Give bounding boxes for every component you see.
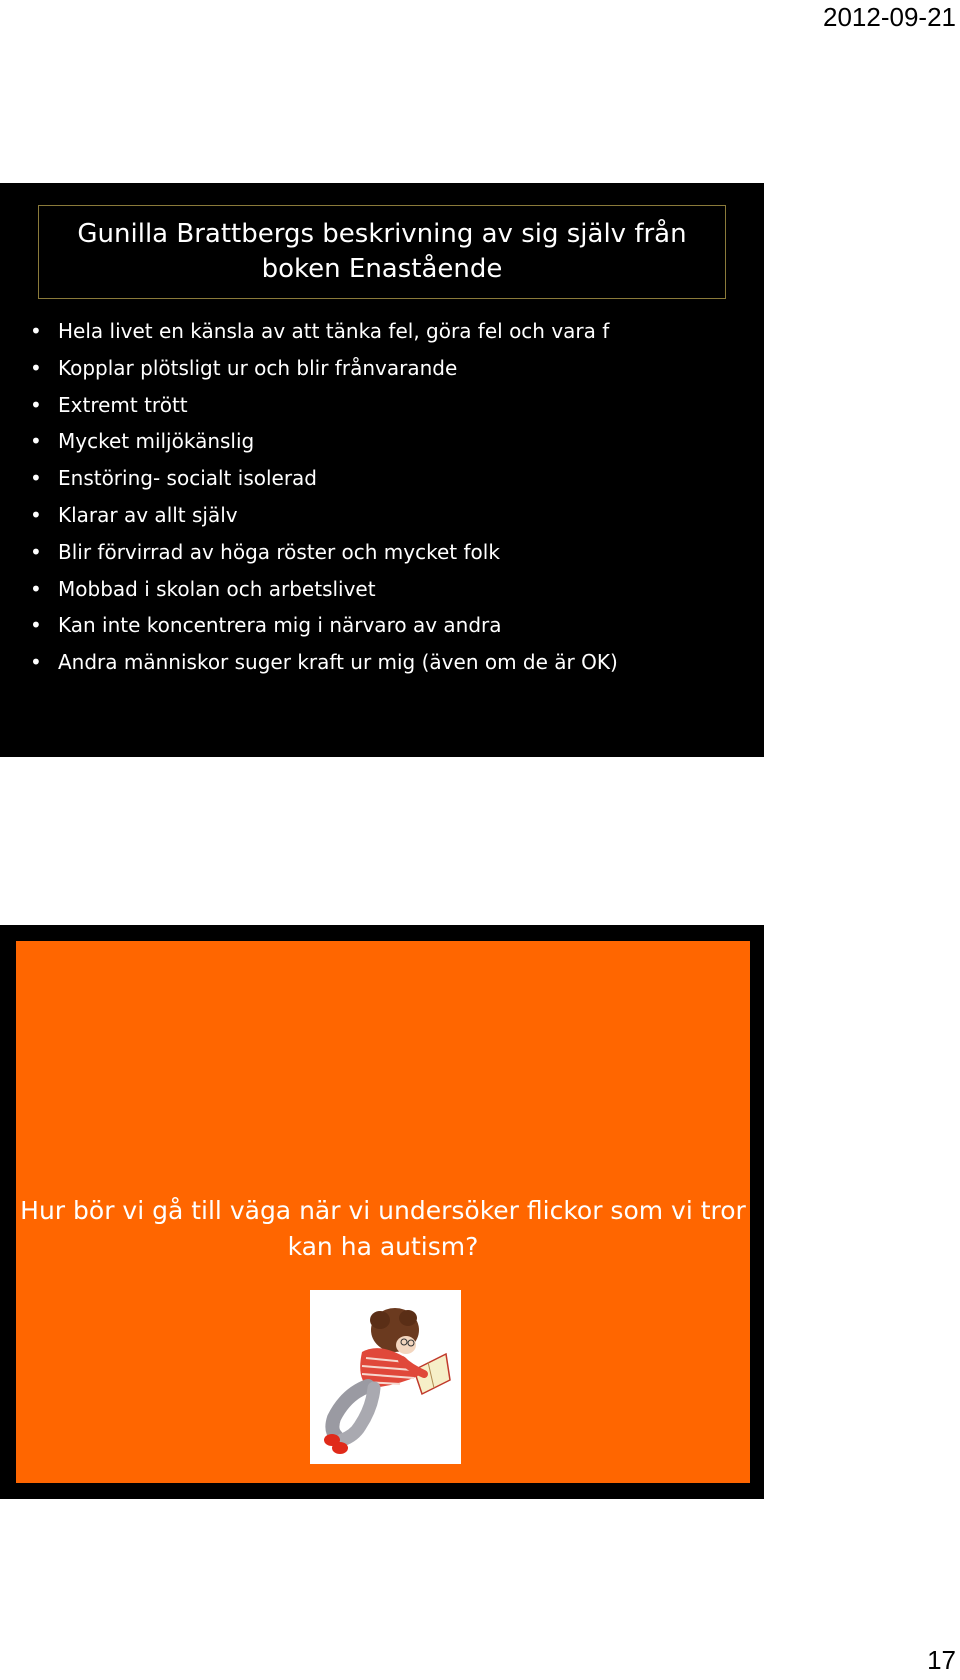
bullet-item: • Enstöring- socialt isolerad (30, 460, 618, 497)
bullet-icon: • (30, 319, 42, 343)
bullet-icon: • (30, 576, 42, 601)
bullet-item: • Mycket miljökänslig (30, 423, 618, 460)
bullet-icon: • (30, 539, 42, 564)
bullet-icon: • (30, 613, 42, 638)
bullet-icon: • (30, 650, 42, 675)
slide-1 (0, 183, 764, 757)
bullet-item: • Kan inte koncentrera mig i närvaro av andra (30, 607, 618, 644)
bullet-item: • Kopplar plötsligt ur och blir frånvarande (30, 350, 618, 387)
bullet-icon: • (30, 355, 42, 380)
slide-1-title: Gunilla Brattbergs beskrivning av sig själv från boken Enastående (38, 205, 726, 299)
slide-2-title: Hur bör vi gå till väga när vi undersöker flickor som vi tror kan ha autism? (20, 1196, 746, 1261)
slide-2 (0, 925, 764, 1499)
bullet-icon: • (30, 429, 42, 454)
bullet-list (30, 313, 618, 681)
page-number: 17 (927, 1645, 956, 1675)
girl-reading-illustration (310, 1290, 461, 1464)
bullet-item: • Andra människor suger kraft ur mig (även om de är OK) (30, 644, 618, 681)
page-date: 2012-09-21 (823, 2, 956, 32)
bullet-icon: • (30, 466, 42, 491)
bullet-item: • Extremt trött (30, 387, 618, 424)
bullet-item: • Hela livet en känsla av att tänka fel, göra fel och vara f (30, 313, 618, 350)
bullet-icon: • (30, 502, 42, 527)
bullet-icon: • (30, 392, 42, 417)
bullet-item: • Klarar av allt själv (30, 497, 618, 534)
bullet-item: • Mobbad i skolan och arbetslivet (30, 571, 618, 608)
slide-2-content (16, 941, 750, 1483)
bullet-item: • Blir förvirrad av höga röster och mycket folk (30, 534, 618, 571)
girl-reading-icon (310, 1290, 461, 1464)
